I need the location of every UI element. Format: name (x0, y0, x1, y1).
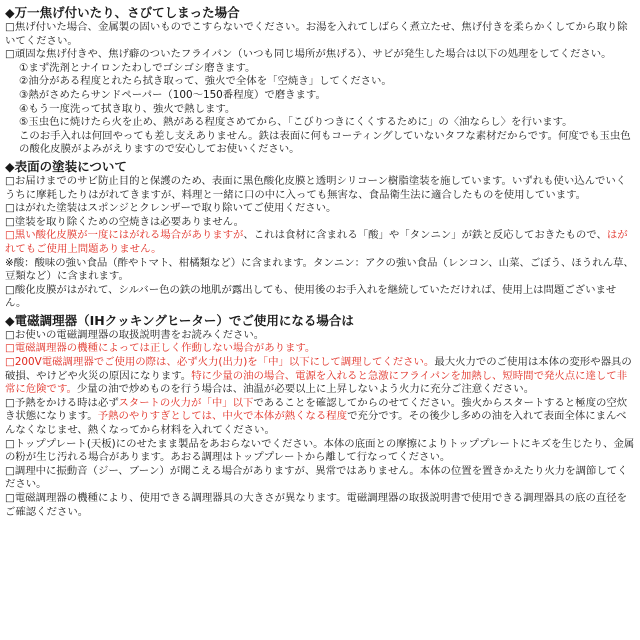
step-2: ②油分がある程度とれたら拭き取って、強火で全体を「空焼き」してください。 (19, 75, 392, 88)
section-title: ◆万一焦げ付いたり、さびてしまった場合 (5, 5, 240, 20)
step-5: ⑤玉虫色に焼けたら火を止め、熱がある程度さめてから、「こびりつきにくくするために」の〈油ならし〉を行います。 (19, 116, 573, 129)
warning-text: スタートの火力が「中」以下 (118, 396, 254, 409)
section-title: ◆電磁調理器（IHクッキングヒーター）でご使用になる場合は (5, 312, 354, 328)
paragraph-model-warning: □電磁調理器の機種によっては正しく作動しない場合があります。 (5, 342, 316, 355)
paragraph-burnt: □焦げ付いた場合、金属製の固いものでこすらないでください。お湯を入れてしばらく煮立たせ、焦げ付きを柔らかくしてから取り除いてください。 (5, 21, 628, 47)
plain-text: □予熱をかける時は必ず (5, 396, 119, 409)
paragraph-preheat (5, 397, 635, 438)
warning-text: 予熱のやりすぎとしては、中火で本体が熱くなる程度 (97, 410, 348, 423)
paragraph-top-plate: □トッププレート(天板)にのせたまま製品をあおらないでください。本体の底面との摩擦によりトッププレートにキズを生じたり、金属の粉が生じ汚れる場合があります。あおる調理はトッププレートから離して行なってください。 (5, 437, 635, 464)
section-ih (5, 312, 635, 519)
section-coating (5, 158, 635, 311)
paragraph-acid-note: ※酸：酸味の強い食品（酢やトマト、柑橘類など）に含まれます。タンニン：アクの強い食品（レンコン、山菜、ごぼう、ほうれん草、豆類など）に含まれます。 (5, 256, 634, 283)
plain-text: であることを確認してからのせてください。強火からスタートすると極度の空炊き状態になります。 (5, 396, 628, 423)
section-title: ◆表面の塗装について (5, 158, 127, 174)
paragraph-silver: □酸化皮膜がはがれて、シルバー色の鉄の地肌が露出しても、使用後のお手入れを継続していただければ、使用上は問題ございません。 (5, 283, 617, 310)
paragraph-200v (5, 356, 635, 397)
step-4: ④もう一度洗って拭き取り、強火で熱します。 (19, 102, 236, 115)
plain-text: で充分です。その後少し多めの油を入れて表面全体にまんべんなくなじませ、熱くなってから材料を入れてください。 (5, 410, 627, 437)
section-burnt-rust (5, 4, 635, 157)
paragraph-note: このお手入れは何回やっても差し支えありません。鉄は表面に何もコーティングしていないタフな素材だからです。何度でも玉虫色の酸化皮膜がよみがえりますので安心してお使いください。 (19, 129, 631, 156)
paragraph-peeled: □はがれた塗装はスポンジとクレンザーで取り除いてご使用ください。 (5, 202, 337, 215)
paragraph-no-burn: □塗装を取り除くための空焼きは必要ありません。 (5, 215, 245, 228)
plain-text: 最大火力でのご使用は本体の変形や器具の破損、やけどや火災の原因になります。 (5, 356, 632, 382)
plain-text: 、これは食材に含まれる「酸」や「タンニン」が鉄と反応しておきたもので、 (243, 229, 607, 242)
warning-text: □200V電磁調理器でご使用の際は、必ず火力(出力)を「中」以下にして調理してください。 (5, 356, 435, 369)
paragraph-vibration: □調理中に振動音（ジー、ブーン）が聞こえる場合がありますが、異常ではありません。本体の位置を置きかえたり火力を調節してください。 (5, 464, 628, 491)
warning-text: 特に少量の油の場合、電源を入れると急激にフライパンを加熱し、短時間で発火点に達して非常に危険です。 (5, 369, 628, 396)
paragraph-stubborn: □頑固な焦げ付きや、焦げ癖のついたフライパン（いつも同じ場所が焦げる）、サビが発生した場合は以下の処理をしてください。 (5, 48, 612, 61)
paragraph-coating: □お届けまでのサビ防止目的と保護のため、表面に黒色酸化皮膜と透明シリコーン樹脂塗装を施しています。いずれも使い込んでいくうちに摩耗したりはがれてきますが、料理と一緒に口の中に入っても無害な、食品衛生法に適合したものを使用しています。 (5, 174, 627, 201)
step-3: ③熱がさめたらサンドペーパー（100～150番程度）で磨きます。 (19, 88, 326, 101)
paragraph-oxide (5, 229, 635, 256)
plain-text: 少量の油で炒めものを行う場合は、油温が必要以上に上昇しないよう火力に充分ご注意ください。 (76, 383, 535, 396)
paragraph-size: □電磁調理器の機種により、使用できる調理器具の大きさが異なります。電磁調理器の取扱説明書で使用できる調理器具の底の直径をご確認ください。 (5, 492, 628, 518)
paragraph-manual: □お使いの電磁調理器の取扱説明書をお読みください。 (5, 328, 265, 341)
warning-text: □黒い酸化皮膜が一度にはがれる場合がありますが (5, 229, 244, 242)
warning-text: はがれてもご使用上問題ありません。 (5, 229, 628, 255)
step-1: ①まず洗剤とナイロンたわしでゴシゴシ磨きます。 (19, 61, 256, 74)
